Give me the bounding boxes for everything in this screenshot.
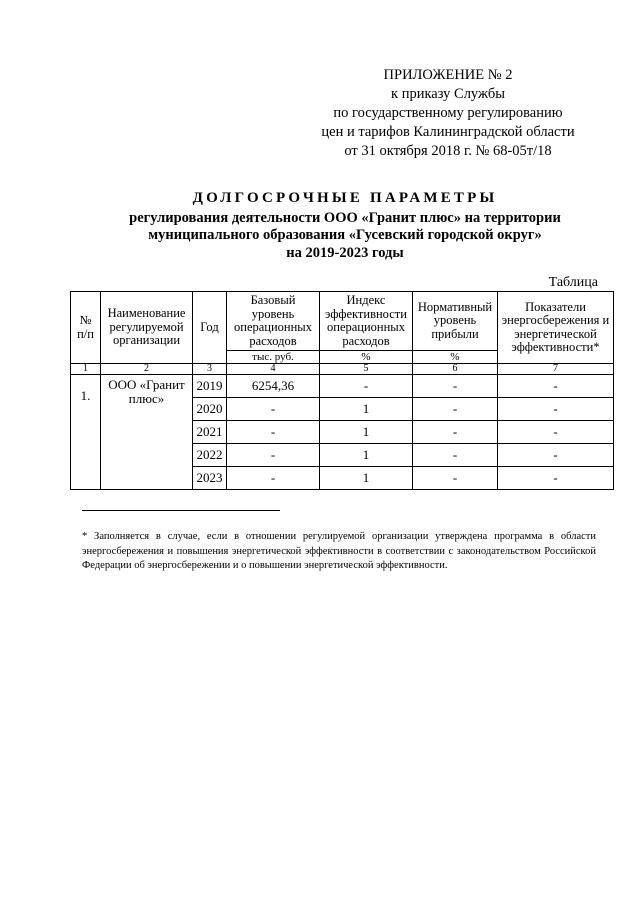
header-cell: № п/п xyxy=(71,292,101,364)
base-cost-cell: - xyxy=(227,421,320,444)
energy-cell: - xyxy=(498,421,614,444)
appendix-line: по государственному регулированию xyxy=(333,105,563,121)
column-number: 6 xyxy=(413,364,498,375)
year-cell: 2021 xyxy=(193,421,227,444)
base-cost-cell: - xyxy=(227,467,320,490)
parameters-table xyxy=(70,291,614,490)
appendix-line: к приказу Службы xyxy=(391,86,505,102)
title-line: регулирования деятельности ООО «Гранит плюс» на территории xyxy=(129,209,561,226)
profit-cell: - xyxy=(413,375,498,398)
column-number: 7 xyxy=(498,364,614,375)
appendix-line: цен и тарифов Калининградской области xyxy=(321,124,575,140)
header-cell: Индекс эффективности операционных расходов xyxy=(320,292,413,351)
table-row xyxy=(71,375,614,398)
title-line: муниципального образования «Гусевский городской округ» xyxy=(148,227,542,243)
unit-cell: % xyxy=(320,351,413,364)
energy-cell: - xyxy=(498,467,614,490)
efficiency-index-cell: 1 xyxy=(320,398,413,421)
header-cell: Показатели энергосбережения и энергетической эффективности* xyxy=(498,292,614,364)
title-main: ДОЛГОСРОЧНЫЕ ПАРАМЕТРЫ xyxy=(192,190,498,206)
profit-cell: - xyxy=(413,421,498,444)
base-cost-cell: 6254,36 xyxy=(227,375,320,398)
document-title xyxy=(60,190,630,262)
efficiency-index-cell: 1 xyxy=(320,421,413,444)
row-number: 1. xyxy=(71,375,101,490)
column-number: 2 xyxy=(101,364,193,375)
appendix-line: ПРИЛОЖЕНИЕ № 2 xyxy=(383,67,513,83)
table-header-row xyxy=(71,292,614,351)
title-line: на 2019-2023 годы xyxy=(286,244,404,261)
profit-cell: - xyxy=(413,444,498,467)
profit-cell: - xyxy=(413,398,498,421)
appendix-line: от 31 октября 2018 г. № 68-05т/18 xyxy=(344,143,552,159)
efficiency-index-cell: 1 xyxy=(320,444,413,467)
efficiency-index-cell: 1 xyxy=(320,467,413,490)
energy-cell: - xyxy=(498,444,614,467)
column-number: 4 xyxy=(227,364,320,375)
appendix-header xyxy=(300,66,596,161)
base-cost-cell: - xyxy=(227,398,320,421)
year-cell: 2020 xyxy=(193,398,227,421)
column-number: 1 xyxy=(71,364,101,375)
footnote: * Заполняется в случае, если в отношении регулируемой организации утверждена программа в области энергосбережения и повышения энергетической эффективности в соответствии с законодательством Российской Федерации об энергосбережении и о повышении энергетической эффективности. xyxy=(82,531,596,571)
year-cell: 2023 xyxy=(193,467,227,490)
unit-cell: тыс. руб. xyxy=(227,351,320,364)
energy-cell: - xyxy=(498,398,614,421)
organization-name: ООО «Гранит плюс» xyxy=(101,375,193,490)
energy-cell: - xyxy=(498,375,614,398)
footnote-divider xyxy=(82,510,280,511)
efficiency-index-cell: - xyxy=(320,375,413,398)
header-cell: Наименование регулируемой организации xyxy=(101,292,193,364)
unit-cell: % xyxy=(413,351,498,364)
column-number: 3 xyxy=(193,364,227,375)
table-column-numbers-row xyxy=(71,364,614,375)
header-cell: Нормативный уровень прибыли xyxy=(413,292,498,351)
header-cell: Год xyxy=(193,292,227,364)
year-cell: 2019 xyxy=(193,375,227,398)
base-cost-cell: - xyxy=(227,444,320,467)
year-cell: 2022 xyxy=(193,444,227,467)
profit-cell: - xyxy=(413,467,498,490)
table-caption: Таблица xyxy=(548,275,598,290)
header-cell: Базовый уровень операционных расходов xyxy=(227,292,320,351)
column-number: 5 xyxy=(320,364,413,375)
